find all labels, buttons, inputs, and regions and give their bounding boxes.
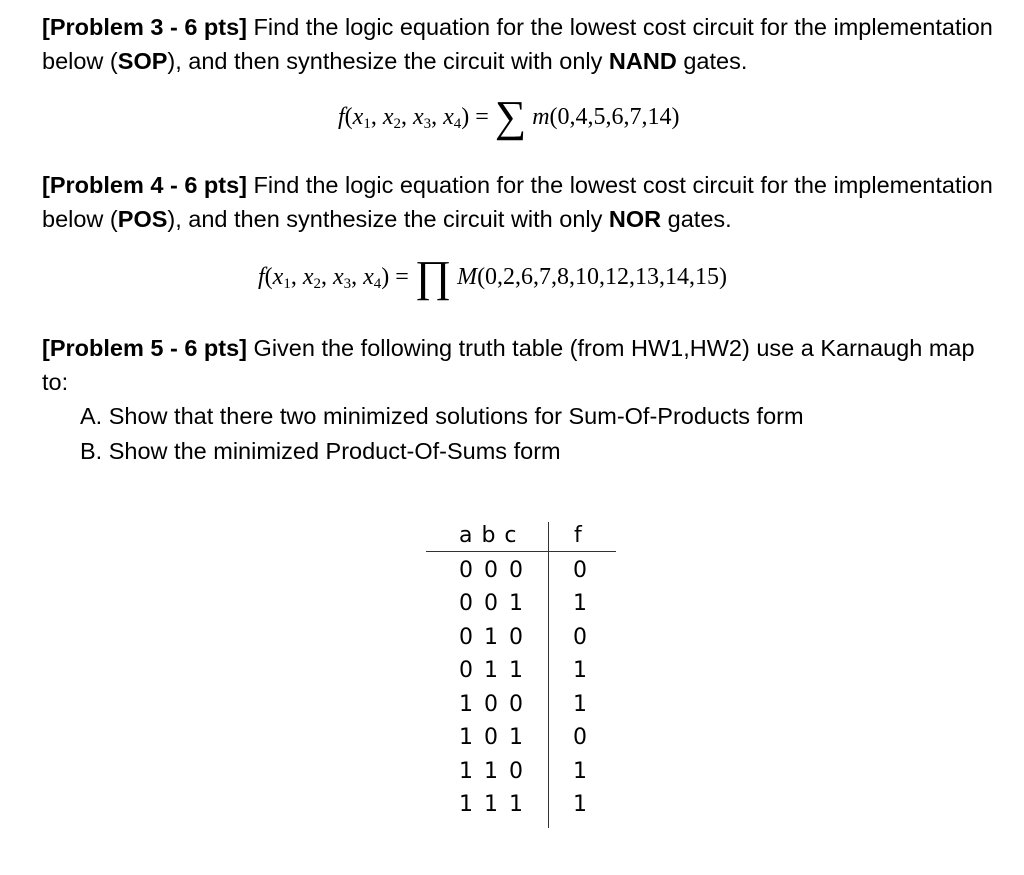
eq4-x4-sub: 4 (373, 276, 382, 292)
eq4-x2-sub: 2 (313, 276, 321, 292)
table-header-divider (426, 551, 616, 552)
problem-3-text-3: gates. (676, 48, 748, 74)
table-row (426, 625, 616, 658)
problem-4-text-1: Find the logic equation for the lowest cost circuit for the implementation below ( (42, 172, 993, 232)
table-row (426, 725, 616, 758)
eq3-func: m (532, 104, 550, 130)
table-header-inputs: a b c (459, 523, 518, 548)
table-row (426, 558, 616, 591)
truth-table (426, 518, 616, 828)
table-header-output: f (574, 523, 582, 548)
eq4-f: f (258, 264, 265, 290)
product-symbol: ∏ (414, 252, 452, 301)
row-inputs: 0 0 0 (459, 558, 525, 583)
eq3-x2-sub: 2 (393, 116, 401, 132)
row-inputs: 0 1 0 (459, 625, 525, 650)
problem-4-text-2: ), and then synthesize the circuit with only (167, 206, 609, 232)
row-output: 0 (573, 725, 587, 750)
row-inputs: 1 0 1 (459, 725, 525, 750)
row-output: 1 (573, 792, 587, 817)
problem-5-label: [Problem 5 - 6 pts] (42, 335, 248, 361)
problem-3-label: [Problem 3 - 6 pts] (42, 14, 248, 40)
problem-3-text-1: Find the logic equation for the lowest cost circuit for the implementation below ( (42, 14, 993, 74)
problem-5-text: Given the following truth table (from HW1,HW2) use a Karnaugh map to: (42, 335, 975, 395)
table-row (426, 658, 616, 691)
row-output: 0 (573, 625, 587, 650)
problem-3-bold-sop: SOP (117, 48, 168, 74)
eq4-func: M (457, 264, 478, 290)
eq3-x3-sub: 3 (423, 116, 432, 132)
row-inputs: 1 1 0 (459, 759, 525, 784)
eq3-terms: (0,4,5,6,7,14) (549, 104, 680, 130)
table-row (426, 591, 616, 624)
row-output: 1 (573, 591, 587, 616)
problem-4-equation: $f(x_1$, $x_2$, $x_3$, $x_4$) = ∏ M(0,2,6,7,8,10,12,13,14,15) (258, 252, 728, 301)
problem-3-text-2: ), and then synthesize the circuit with only (167, 48, 609, 74)
table-row (426, 692, 616, 725)
row-inputs: 1 0 0 (459, 692, 525, 717)
row-inputs: 1 1 1 (459, 792, 525, 817)
problem-3-bold-nand: NAND (608, 48, 677, 74)
problem-4-bold-pos: POS (117, 206, 168, 232)
row-output: 0 (573, 558, 587, 583)
row-inputs: 0 1 1 (459, 658, 525, 683)
eq4-x1-sub: 1 (283, 276, 291, 292)
problem-5-statement (42, 331, 1002, 399)
eq3-f: f (338, 104, 345, 130)
eq3-x1-sub: 1 (363, 116, 371, 132)
table-row (426, 792, 616, 825)
problem-4-bold-nor: NOR (608, 206, 662, 232)
table-row (426, 759, 616, 792)
eq4-x3-sub: 3 (343, 276, 352, 292)
row-output: 1 (573, 692, 587, 717)
row-output: 1 (573, 658, 587, 683)
problem-5-item-a: A. Show that there two minimized solutions for Sum-Of-Products form (80, 403, 804, 429)
eq3-x4-sub: 4 (453, 116, 462, 132)
problem-3-statement (42, 10, 1002, 78)
row-output: 1 (573, 759, 587, 784)
eq4-terms: (0,2,6,7,8,10,12,13,14,15) (477, 264, 728, 290)
problem-4-statement (42, 168, 1002, 236)
sum-symbol: ∑ (494, 92, 527, 141)
problem-5-item-b: B. Show the minimized Product-Of-Sums form (80, 438, 561, 464)
row-inputs: 0 0 1 (459, 591, 525, 616)
problem-4-label: [Problem 4 - 6 pts] (42, 172, 248, 198)
problem-3-equation: $f(x_1$, $x_2$, $x_3$, $x_4$) = ∑ m(0,4,5,6,7,14) (338, 92, 680, 141)
problem-4-text-3: gates. (661, 206, 732, 232)
